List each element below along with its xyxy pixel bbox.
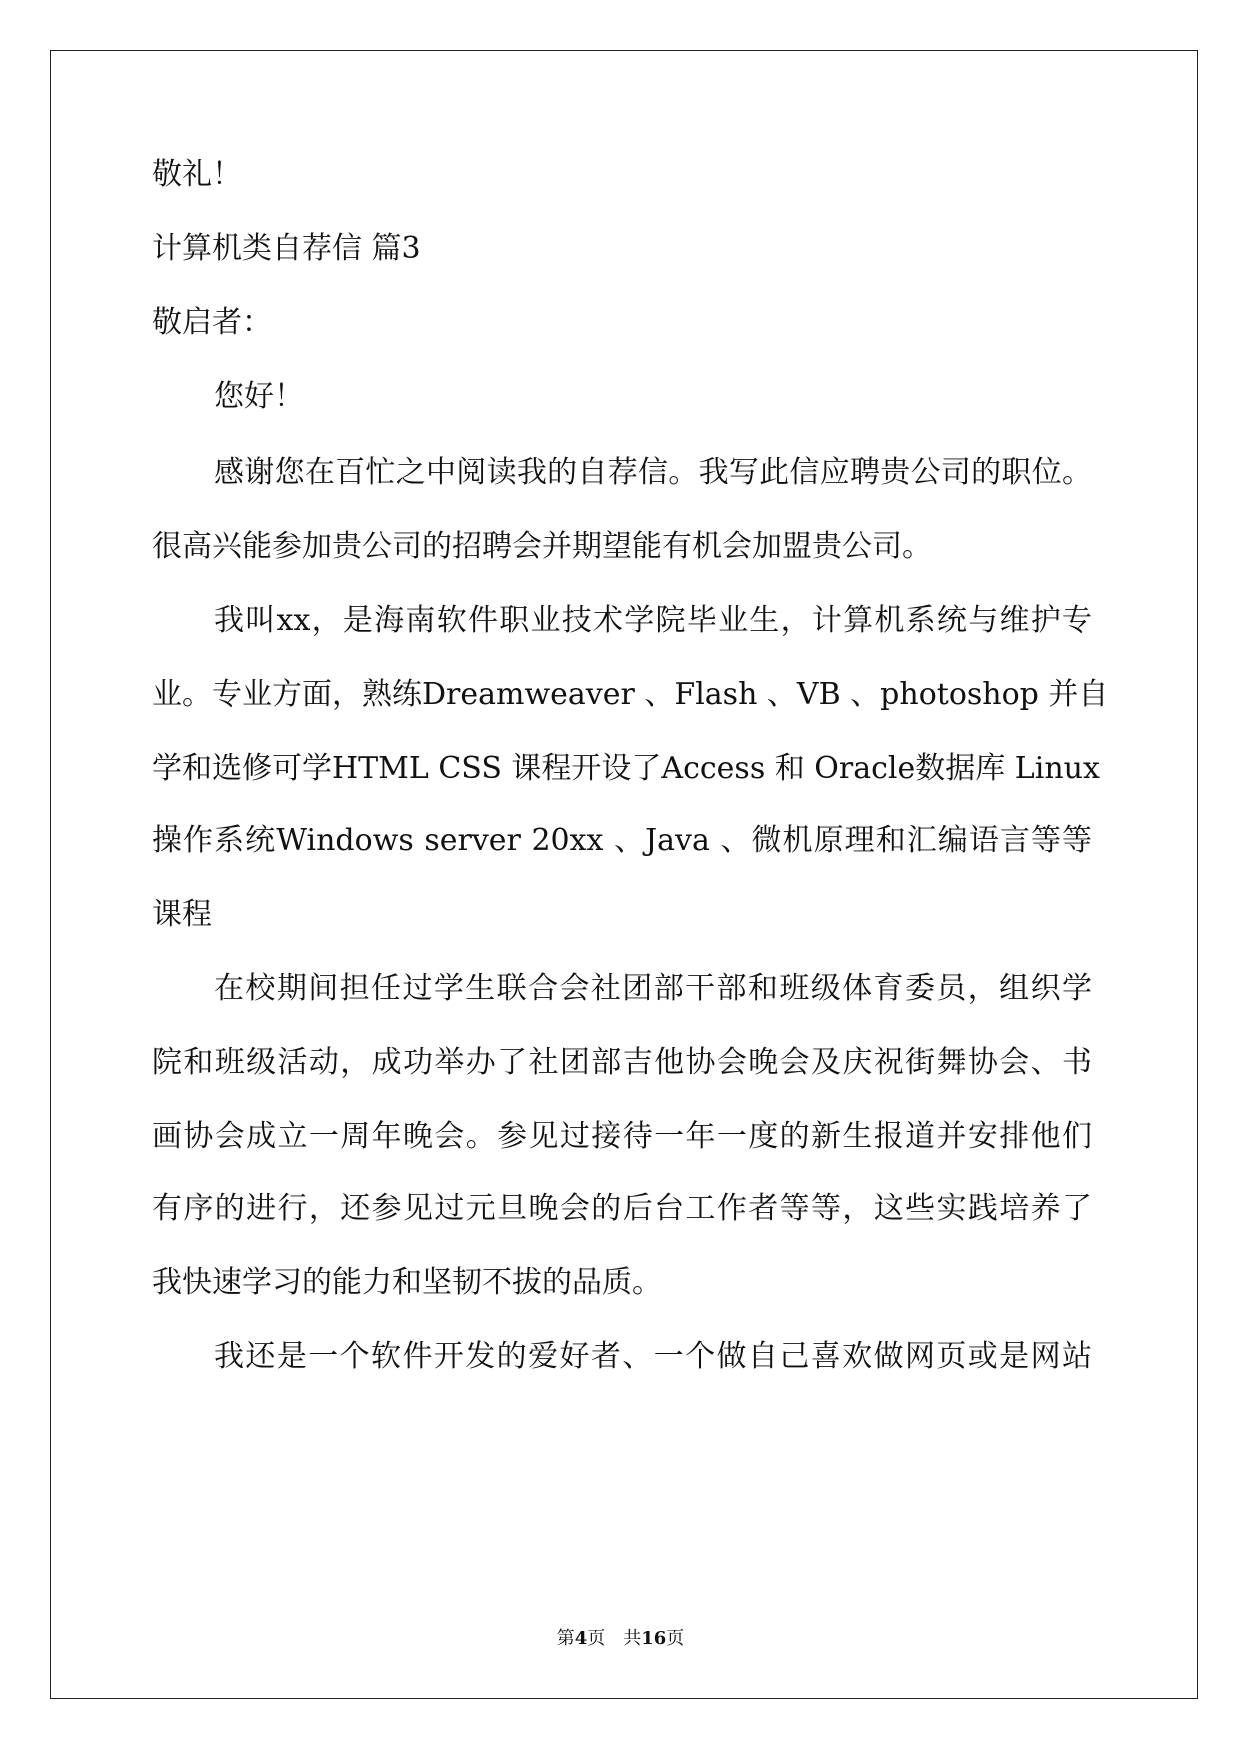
paragraph-line: 我快速学习的能力和坚韧不拔的品质。 <box>152 1265 662 1300</box>
paragraph-line: 业。专业方面，熟练Dreamweaver 、Flash 、VB 、photoshop 并自 <box>152 677 1109 712</box>
paragraph-line: 我叫xx，是海南软件职业技术学院毕业生，计算机系统与维护专 <box>214 603 1092 638</box>
paragraph-line: 课程 <box>152 897 212 932</box>
paragraph-line: 学和选修可学HTML CSS 课程开设了Access 和 Oracle数据库 Linux <box>152 751 1100 786</box>
paragraph-line: 操作系统Windows server 20xx 、Java 、微机原理和汇编语言等等 <box>152 823 1092 858</box>
paragraph-line: 我还是一个软件开发的爱好者、一个做自己喜欢做网页或是网站 <box>214 1339 1092 1374</box>
footer-suffix: 页 <box>666 1628 685 1649</box>
paragraph-line: 在校期间担任过学生联合会社团部干部和班级体育委员，组织学 <box>214 971 1092 1006</box>
paragraph-line: 很高兴能参加贵公司的招聘会并期望能有机会加盟贵公司。 <box>152 529 932 564</box>
paragraph-line: 感谢您在百忙之中阅读我的自荐信。我写此信应聘贵公司的职位。 <box>214 455 1092 490</box>
closing-salutation: 敬礼！ <box>152 157 242 192</box>
section-heading: 计算机类自荐信 篇3 <box>152 231 421 266</box>
footer-page-number: 4 <box>574 1628 588 1649</box>
paragraph-line: 有序的进行，还参见过元旦晚会的后台工作者等等，这些实践培养了 <box>152 1191 1092 1226</box>
paragraph-line: 画协会成立一周年晚会。参见过接待一年一度的新生报道并安排他们 <box>152 1119 1092 1154</box>
greeting-line: 敬启者： <box>152 305 272 340</box>
paragraph-line: 院和班级活动，成功举办了社团部吉他协会晚会及庆祝街舞协会、书 <box>152 1045 1092 1080</box>
footer-mid: 页 共 <box>587 1628 642 1649</box>
page-footer <box>0 1624 1241 1650</box>
footer-prefix: 第 <box>556 1628 575 1649</box>
page-border <box>50 50 1198 1699</box>
greeting-hello: 您好！ <box>214 379 304 414</box>
footer-total-pages: 16 <box>641 1628 667 1649</box>
